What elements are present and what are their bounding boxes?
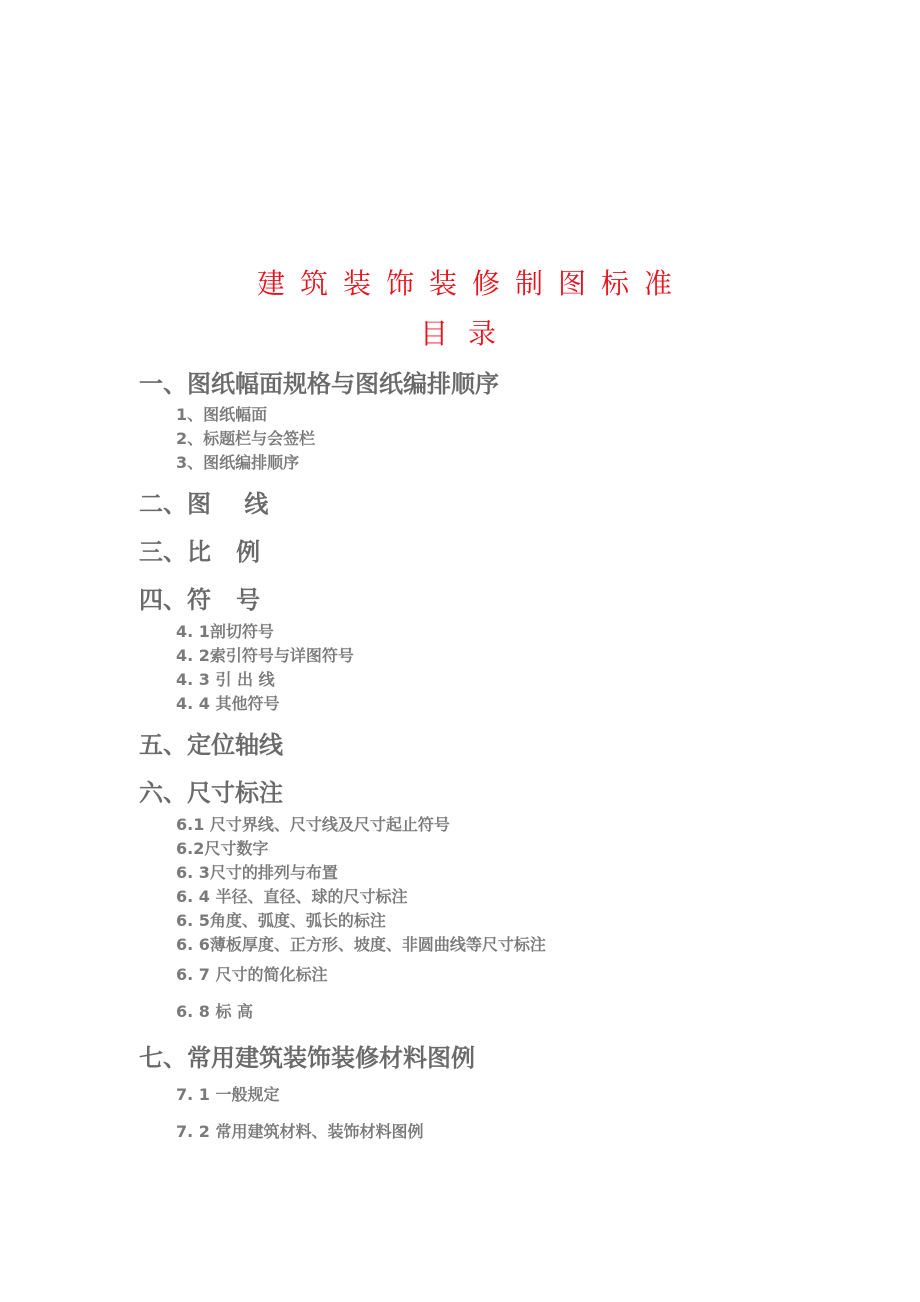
toc-subsection: 6. 6薄板厚度、正方形、坡度、非圆曲线等尺寸标注 bbox=[176, 935, 546, 954]
toc-subsection: 4. 2索引符号与详图符号 bbox=[176, 646, 354, 665]
toc-subsection: 6.1 尺寸界线、尺寸线及尺寸起止符号 bbox=[176, 815, 450, 834]
toc-subsection: 1、图纸幅面 bbox=[176, 405, 268, 424]
toc-section: 六、尺寸标注 bbox=[139, 779, 283, 807]
toc-subsection: 6. 3尺寸的排列与布置 bbox=[176, 863, 338, 882]
toc-subsection: 6. 8 标 高 bbox=[176, 1002, 254, 1021]
toc-section: 七、常用建筑装饰装修材料图例 bbox=[139, 1044, 475, 1072]
toc-section: 四、符 号 bbox=[139, 586, 261, 614]
toc-section: 二、图 线 bbox=[139, 490, 269, 518]
toc-heading: 目录 bbox=[419, 317, 516, 350]
toc-section: 五、定位轴线 bbox=[139, 731, 283, 759]
document-title: 建筑装饰装修制图标准 bbox=[256, 267, 687, 300]
toc-subsection: 7. 1 一般规定 bbox=[176, 1085, 280, 1104]
toc-subsection: 4. 3 引 出 线 bbox=[176, 670, 275, 689]
toc-section: 三、比 例 bbox=[139, 538, 261, 566]
toc-subsection: 4. 1剖切符号 bbox=[176, 622, 274, 641]
toc-subsection: 6. 5角度、弧度、弧长的标注 bbox=[176, 911, 386, 930]
toc-subsection: 2、标题栏与会签栏 bbox=[176, 429, 316, 448]
toc-subsection: 3、图纸编排顺序 bbox=[176, 453, 300, 472]
toc-subsection: 6.2尺寸数字 bbox=[176, 839, 269, 858]
toc-subsection: 6. 7 尺寸的简化标注 bbox=[176, 965, 328, 984]
toc-subsection: 7. 2 常用建筑材料、装饰材料图例 bbox=[176, 1122, 424, 1141]
toc-subsection: 6. 4 半径、直径、球的尺寸标注 bbox=[176, 887, 408, 906]
toc-subsection: 4. 4 其他符号 bbox=[176, 694, 280, 713]
toc-section: 一、图纸幅面规格与图纸编排顺序 bbox=[139, 370, 499, 398]
